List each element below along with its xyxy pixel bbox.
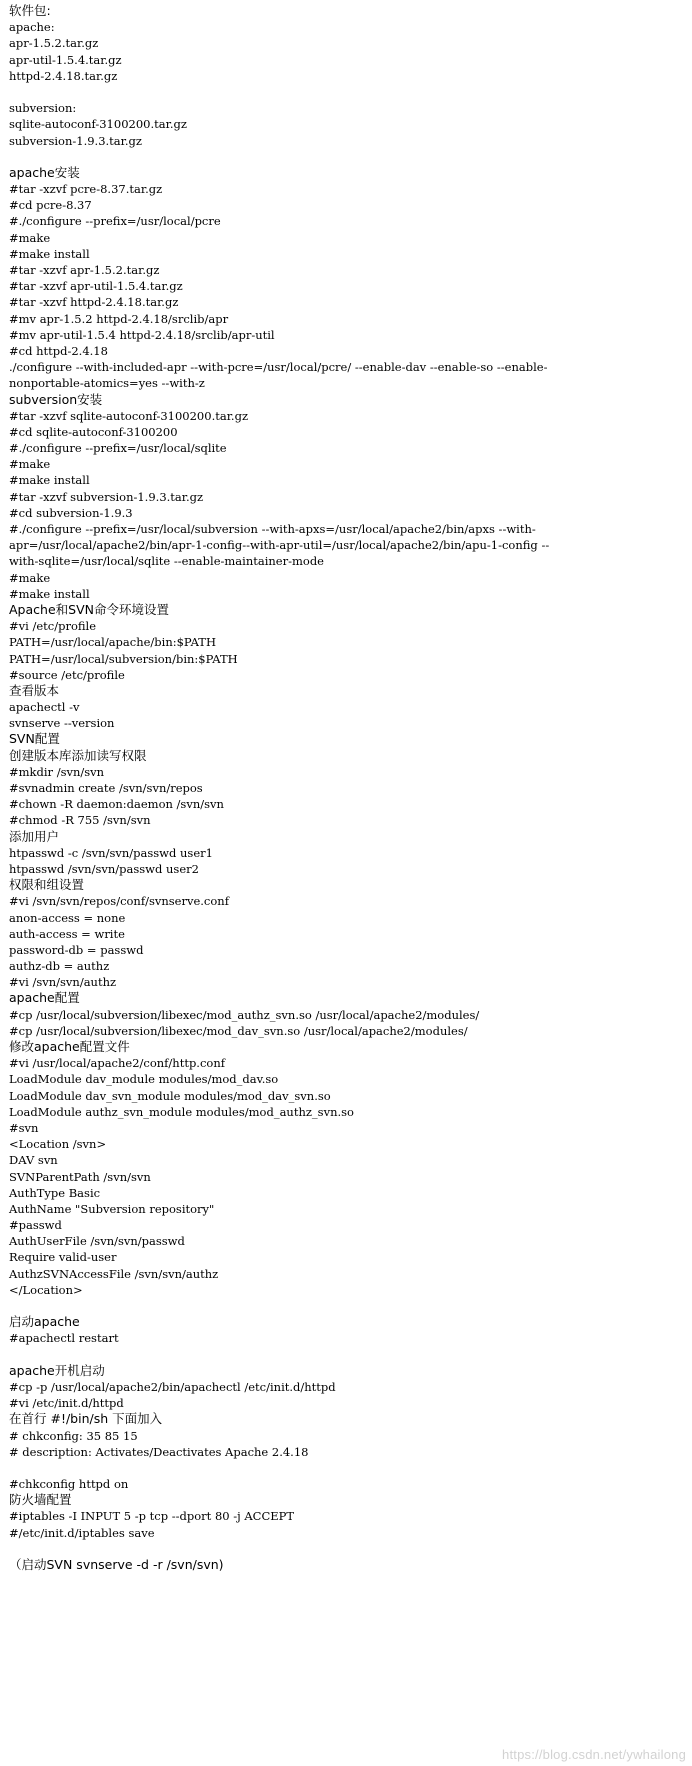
text-line: apache安装 (9, 164, 80, 180)
text-line: password-db = passwd (9, 942, 144, 957)
blank-line (9, 84, 687, 100)
text-line: #cd httpd-2.4.18 (9, 343, 108, 358)
text-line: apache开机启动 (9, 1362, 105, 1378)
text-line: LoadModule authz_svn_module modules/mod_authz_svn.so (9, 1104, 354, 1119)
document-body (9, 3, 687, 1573)
text-line: apache配置 (9, 990, 80, 1006)
text-line: subversion-1.9.3.tar.gz (9, 133, 142, 148)
text-line: # description: Activates/Deactivates Apache 2.4.18 (9, 1444, 309, 1459)
text-line: 防火墙配置 (9, 1492, 72, 1508)
text-line: #/etc/init.d/iptables save (9, 1525, 155, 1540)
text-line: #iptables -I INPUT 5 -p tcp --dport 80 -j ACCEPT (9, 1509, 295, 1524)
text-line: 修改apache配置文件 (9, 1039, 130, 1054)
text-line: #chown -R daemon:daemon /svn/svn (9, 797, 224, 812)
text-line: sqlite-autoconf-3100200.tar.gz (9, 117, 187, 132)
text-line: #cd subversion-1.9.3 (9, 505, 133, 520)
text-line: apr-1.5.2.tar.gz (9, 36, 99, 51)
text-line: #chmod -R 755 /svn/svn (9, 813, 151, 828)
blank-line (9, 149, 687, 165)
text-line: #tar -xzvf httpd-2.4.18.tar.gz (9, 295, 179, 310)
text-line: #mv apr-util-1.5.4 httpd-2.4.18/srclib/apr-util (9, 327, 275, 342)
text-line: SVNParentPath /svn/svn (9, 1169, 151, 1184)
text-line: #apachectl restart (9, 1331, 119, 1346)
text-line: LoadModule dav_svn_module modules/mod_dav_svn.so (9, 1088, 331, 1103)
watermark-url: https://blog.csdn.net/ywhailong (502, 1747, 686, 1762)
text-line: 添加用户 (9, 828, 60, 844)
text-line: SVN配置 (9, 731, 60, 747)
text-line: #./configure --prefix=/usr/local/sqlite (9, 441, 227, 456)
text-line: #tar -xzvf apr-1.5.2.tar.gz (9, 263, 160, 277)
text-line: #vi /etc/init.d/httpd (9, 1396, 124, 1411)
text-line: #make install (9, 473, 90, 488)
text-line: DAV svn (9, 1153, 58, 1168)
text-line: 查看版本 (9, 682, 60, 698)
text-line: AuthUserFile /svn/svn/passwd (9, 1234, 185, 1249)
text-line: 启动apache (9, 1314, 80, 1330)
text-line: #tar -xzvf sqlite-autoconf-3100200.tar.gz (9, 408, 249, 423)
text-line: AuthType Basic (9, 1185, 101, 1200)
text-line: subversion安装 (9, 391, 103, 407)
text-line: #cp -p /usr/local/apache2/bin/apachectl /etc/init.d/httpd (9, 1379, 336, 1394)
text-line: #vi /svn/svn/repos/conf/svnserve.conf (9, 894, 229, 909)
blank-line (9, 1541, 687, 1557)
text-line: #vi /etc/profile (9, 619, 97, 634)
text-line: ./configure --with-included-apr --with-pcre=/usr/local/pcre/ --enable-dav --enable-so --enable- (9, 360, 548, 375)
text-line: apache: (9, 20, 55, 35)
text-line: htpasswd -c /svn/svn/passwd user1 (9, 845, 213, 860)
text-line: #vi /svn/svn/authz (9, 975, 117, 990)
blank-line (9, 1460, 687, 1476)
text-line: with-sqlite=/usr/local/sqlite --enable-maintainer-mode (9, 554, 324, 569)
text-line: #tar -xzvf apr-util-1.5.4.tar.gz (9, 279, 183, 294)
text-line: #tar -xzvf pcre-8.37.tar.gz (9, 182, 163, 197)
text-line: #cd sqlite-autoconf-3100200 (9, 424, 178, 439)
text-line: #make (9, 457, 51, 472)
text-line: AuthName "Subversion repository" (9, 1201, 215, 1216)
text-line: #svnadmin create /svn/svn/repos (9, 781, 203, 795)
text-line: #mkdir /svn/svn (9, 764, 105, 779)
text-line: 创建版本库添加读写权限 (9, 747, 147, 763)
text-line: anon-access = none (9, 910, 126, 925)
text-line: #vi /usr/local/apache2/conf/http.conf (9, 1056, 225, 1071)
text-line: <Location /svn> (9, 1137, 107, 1152)
text-line: </Location> (9, 1282, 83, 1297)
text-line: #cd pcre-8.37 (9, 198, 92, 213)
text-line: Apache和SVN命令环境设置 (9, 601, 169, 617)
text-line: # chkconfig: 35 85 15 (9, 1428, 138, 1443)
text-line: #mv apr-1.5.2 httpd-2.4.18/srclib/apr (9, 311, 229, 326)
text-line: PATH=/usr/local/apache/bin:$PATH (9, 635, 216, 650)
text-line: #chkconfig httpd on (9, 1477, 129, 1492)
text-line: nonportable-atomics=yes --with-z (9, 376, 205, 391)
blank-line (9, 1347, 687, 1363)
text-line: #make (9, 230, 51, 245)
text-line: #passwd (9, 1218, 62, 1233)
text-line: #make install (9, 586, 90, 601)
text-line: 权限和组设置 (9, 877, 85, 893)
text-line: PATH=/usr/local/subversion/bin:$PATH (9, 651, 238, 666)
text-line: #cp /usr/local/subversion/libexec/mod_dav_svn.so /usr/local/apache2/modules/ (9, 1023, 468, 1038)
text-line: auth-access = write (9, 926, 125, 941)
text-line: AuthzSVNAccessFile /svn/svn/authz (9, 1266, 219, 1281)
text-line: authz-db = authz (9, 959, 110, 974)
text-line: httpd-2.4.18.tar.gz (9, 68, 118, 83)
text-line: 在首行 #!/bin/sh 下面加入 (9, 1411, 163, 1427)
text-line: #tar -xzvf subversion-1.9.3.tar.gz (9, 489, 204, 504)
text-line: apr=/usr/local/apache2/bin/apr-1-config--with-apr-util=/usr/local/apache2/bin/apu-1-config -- (9, 538, 550, 553)
text-line: 软件包: (9, 3, 51, 18)
text-line: #source /etc/profile (9, 667, 125, 682)
text-line: apachectl -v (9, 700, 80, 715)
text-line: #./configure --prefix=/usr/local/pcre (9, 214, 221, 229)
text-line: LoadModule dav_module modules/mod_dav.so (9, 1072, 279, 1087)
text-line: apr-util-1.5.4.tar.gz (9, 52, 122, 67)
text-line: #cp /usr/local/subversion/libexec/mod_authz_svn.so /usr/local/apache2/modules/ (9, 1007, 480, 1022)
text-line: （启动SVN svnserve -d -r /svn/svn) (9, 1557, 224, 1572)
text-line: #svn (9, 1120, 39, 1135)
text-line: svnserve --version (9, 716, 115, 731)
text-line: htpasswd /svn/svn/passwd user2 (9, 861, 199, 876)
text-line: #make (9, 570, 51, 585)
text-line: subversion: (9, 101, 77, 116)
blank-line (9, 1298, 687, 1314)
text-line: #./configure --prefix=/usr/local/subversion --with-apxs=/usr/local/apache2/bin/apxs --with- (9, 522, 536, 536)
text-line: Require valid-user (9, 1250, 117, 1265)
text-line: #make install (9, 246, 90, 261)
